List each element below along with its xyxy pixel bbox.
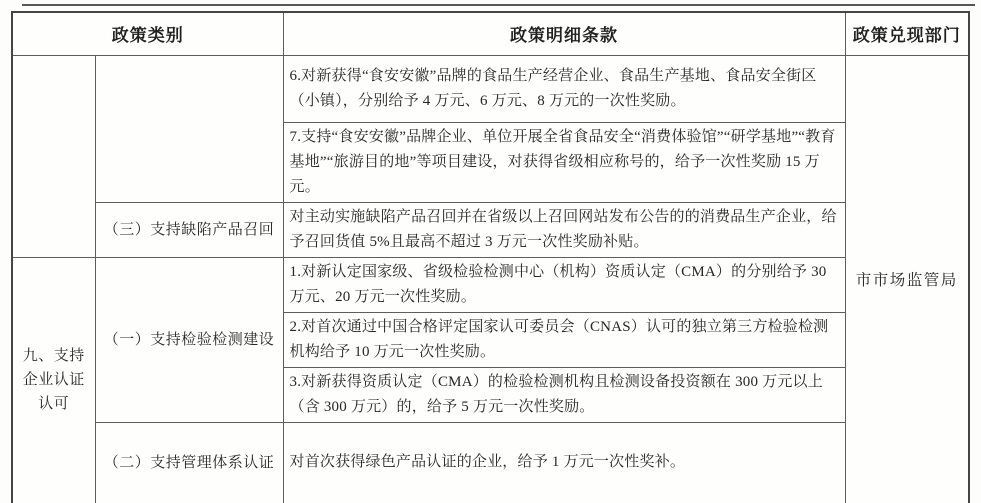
subcategory-defect-recall: （三）支持缺陷产品召回 bbox=[95, 202, 283, 257]
subcategory-cell-empty bbox=[95, 55, 283, 202]
table-row bbox=[12, 55, 969, 122]
table-row bbox=[12, 202, 969, 257]
policy-recall-detail: 对主动实施缺陷产品召回并在省级以上召回网站发布公告的的消费品生产企业，给予召回货值 5%且最高不超过 3 万元一次性奖励补贴。 bbox=[283, 202, 845, 257]
table-header-row bbox=[12, 12, 969, 55]
policy-management-detail: 对首次获得绿色产品认证的企业，给予 1 万元一次性奖补。 bbox=[283, 422, 845, 503]
table-row bbox=[12, 257, 969, 312]
policy-item-2: 2.对首次通过中国合格评定国家认可委员会（CNAS）认可的独立第三方检验检测机构给予 10 万元一次性奖励。 bbox=[283, 312, 845, 367]
header-policy-category: 政策类别 bbox=[12, 12, 283, 55]
subcategory-management-system: （二）支持管理体系认证 bbox=[95, 422, 283, 503]
table-row bbox=[12, 422, 969, 503]
policy-item-3: 3.对新获得资质认定（CMA）的检验检测机构且检测设备投资额在 300 万元以上（含 300 万元）的，给予 5 万元一次性奖励。 bbox=[283, 367, 845, 422]
header-policy-department: 政策兑现部门 bbox=[845, 12, 969, 55]
policy-item-7: 7.支持“食安安徽”品牌企业、单位开展全省食品安全“消费体验馆”“研学基地”“教育基地”“旅游目的地”等项目建设，对获得省级相应称号的，给予一次性奖励 15 万元。 bbox=[283, 122, 845, 202]
header-policy-detail: 政策明细条款 bbox=[283, 12, 845, 55]
policy-table bbox=[11, 11, 970, 503]
category-cell-previous-section bbox=[12, 55, 95, 257]
department-cell: 市市场监管局 bbox=[845, 55, 969, 503]
policy-item-1: 1.对新认定国家级、省级检验检测中心（机构）资质认定（CMA）的分别给予 30 万元、20 万元一次性奖励。 bbox=[283, 257, 845, 312]
subcategory-inspection-testing: （一）支持检验检测建设 bbox=[95, 257, 283, 422]
policy-item-6: 6.对新获得“食安安徽”品牌的食品生产经营企业、食品生产基地、食品安全街区（小镇），分别给予 4 万元、6 万元、8 万元的一次性奖励。 bbox=[283, 55, 845, 122]
category-nine-certification: 九、支持企业认证认可 bbox=[12, 257, 95, 503]
scan-top-rule bbox=[22, 4, 975, 6]
